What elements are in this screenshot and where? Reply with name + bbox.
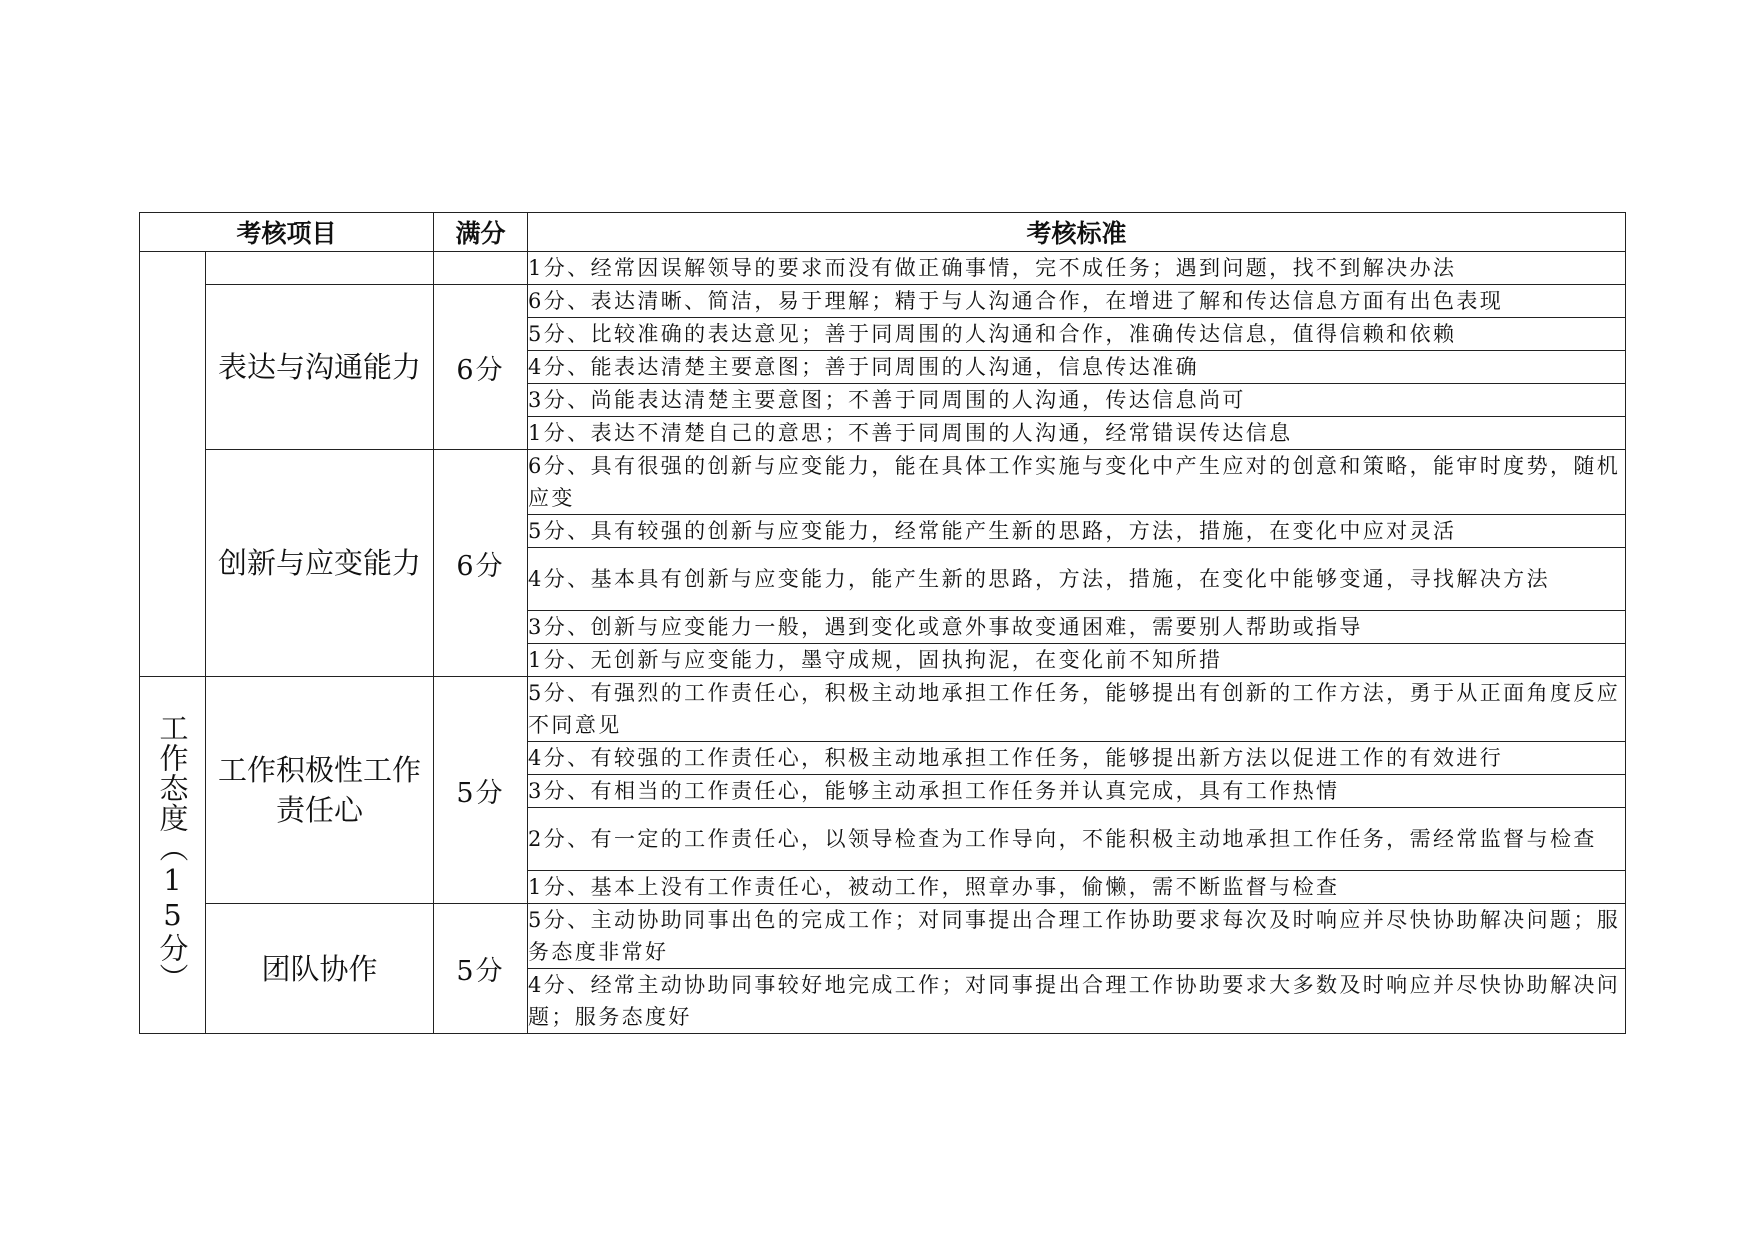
table-row	[140, 677, 1626, 742]
score-work-initiative-responsibility: 5分	[434, 677, 528, 904]
criteria-cell: 4分、能表达清楚主要意图；善于同周围的人沟通，信息传达准确	[528, 351, 1626, 384]
header-criteria: 考核标准	[528, 213, 1626, 252]
criteria-cell: 4分、有较强的工作责任心，积极主动地承担工作任务，能够提出新方法以促进工作的有效进行	[528, 742, 1626, 775]
header-score: 满分	[434, 213, 528, 252]
criteria-cell: 6分、具有很强的创新与应变能力，能在具体工作实施与变化中产生应对的创意和策略，能审时度势，随机应变	[528, 450, 1626, 515]
criteria-cell: 5分、主动协助同事出色的完成工作；对同事提出合理工作协助要求每次及时响应并尽快协助解决问题；服务态度非常好	[528, 904, 1626, 969]
table-row	[140, 904, 1626, 969]
item-cell-empty	[206, 252, 434, 285]
table-row	[140, 252, 1626, 285]
score-teamwork: 5分	[434, 904, 528, 1034]
category-label-work-attitude: 工作态度（15分）	[155, 713, 190, 993]
score-expression-communication: 6分	[434, 285, 528, 450]
criteria-cell: 1分、表达不清楚自己的意思；不善于同周围的人沟通，经常错误传达信息	[528, 417, 1626, 450]
criteria-cell: 3分、有相当的工作责任心，能够主动承担工作任务并认真完成，具有工作热情	[528, 775, 1626, 808]
score-cell-empty	[434, 252, 528, 285]
criteria-cell: 4分、经常主动协助同事较好地完成工作；对同事提出合理工作协助要求大多数及时响应并尽快协助解决问题；服务态度好	[528, 969, 1626, 1034]
table-row	[140, 450, 1626, 515]
header-row	[140, 213, 1626, 252]
criteria-cell: 3分、创新与应变能力一般，遇到变化或意外事故变通困难，需要别人帮助或指导	[528, 611, 1626, 644]
criteria-cell: 1分、无创新与应变能力，墨守成规，固执拘泥，在变化前不知所措	[528, 644, 1626, 677]
item-innovation-adaptability: 创新与应变能力	[206, 450, 434, 677]
criteria-cell: 4分、基本具有创新与应变能力，能产生新的思路，方法，措施，在变化中能够变通，寻找解决方法	[528, 548, 1626, 611]
evaluation-sheet	[139, 212, 1625, 1034]
criteria-cell: 5分、比较准确的表达意见；善于同周围的人沟通和合作，准确传达信息，值得信赖和依赖	[528, 318, 1626, 351]
criteria-cell: 1分、经常因误解领导的要求而没有做正确事情，完不成任务；遇到问题，找不到解决办法	[528, 252, 1626, 285]
criteria-cell: 1分、基本上没有工作责任心，被动工作，照章办事，偷懒，需不断监督与检查	[528, 871, 1626, 904]
criteria-cell: 2分、有一定的工作责任心，以领导检查为工作导向，不能积极主动地承担工作任务，需经常监督与检查	[528, 808, 1626, 871]
criteria-cell: 6分、表达清晰、简洁，易于理解；精于与人沟通合作，在增进了解和传达信息方面有出色表现	[528, 285, 1626, 318]
evaluation-table	[139, 212, 1626, 1034]
criteria-cell: 5分、具有较强的创新与应变能力，经常能产生新的思路，方法，措施，在变化中应对灵活	[528, 515, 1626, 548]
table-row	[140, 285, 1626, 318]
score-innovation-adaptability: 6分	[434, 450, 528, 677]
item-teamwork: 团队协作	[206, 904, 434, 1034]
criteria-cell: 3分、尚能表达清楚主要意图；不善于同周围的人沟通，传达信息尚可	[528, 384, 1626, 417]
criteria-cell: 5分、有强烈的工作责任心，积极主动地承担工作任务，能够提出有创新的工作方法，勇于从正面角度反应不同意见	[528, 677, 1626, 742]
category-cell-ability	[140, 252, 206, 677]
item-expression-communication: 表达与沟通能力	[206, 285, 434, 450]
category-cell-work-attitude	[140, 677, 206, 1034]
header-item: 考核项目	[140, 213, 434, 252]
item-work-initiative-responsibility: 工作积极性工作责任心	[206, 677, 434, 904]
